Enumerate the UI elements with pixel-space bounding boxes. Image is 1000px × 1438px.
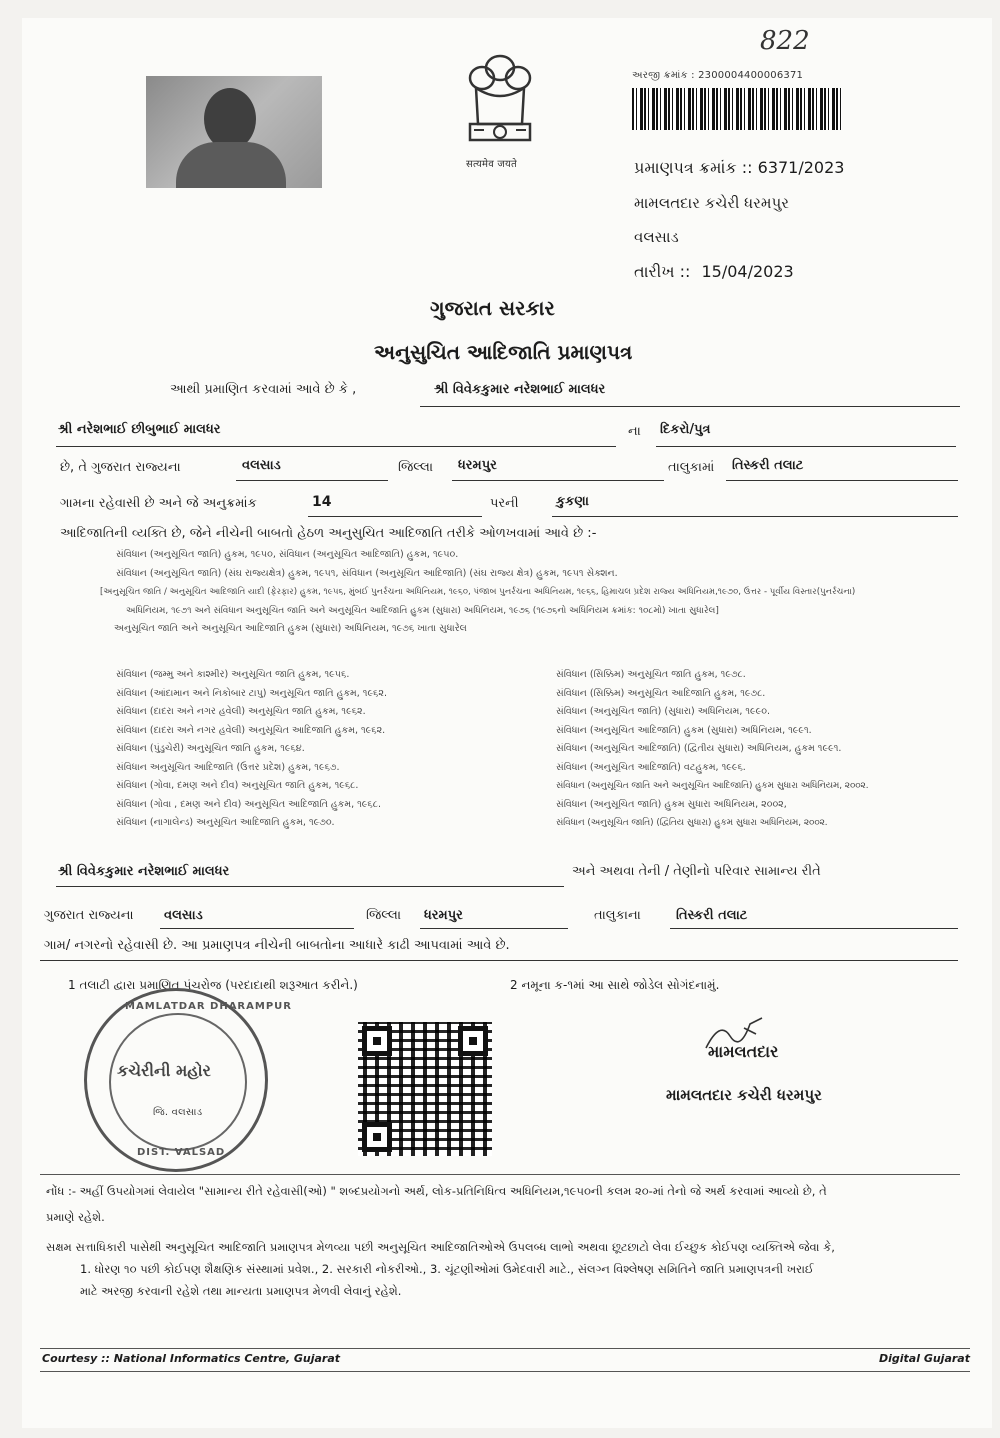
order-line: સંવિધાન (અનુસૂચિત જાતિ) (દ્વિતિય સુધારા) હુકમ સુધારા અધિનિયમ, ૨૦૦૨. [556, 818, 828, 828]
order-line: સંવિધાન (દાદરા અને નગર હવેલી) અનુસૂચિત આદિજાતિ હુકમ, ૧૯૬૨. [116, 724, 386, 736]
father-name: શ્રી નરેશભાઈ છીબુભાઈ માલધર [58, 422, 221, 437]
order-line: સંવિધાન (અનુસૂચિત આદિજાતિ) (દ્વિતીય સુધારા) અધિનિયમ, હુકમ ૧૯૯૧. [556, 743, 842, 754]
date-label: તારીખ :: [634, 262, 691, 281]
order-line: સંવિધાન (ગોવા , દમણ અને દીવ) અનુસૂચિત આદિજાતિ હુકમ, ૧૯૬૮. [116, 798, 381, 810]
divider [40, 1174, 960, 1175]
taluka2-label: તાલુકાના [594, 908, 641, 923]
resident-name-field [56, 858, 564, 887]
row7-text: ગામ/ નગરનો રહેવાસી છે. આ પ્રમાણપત્ર નીચેની બાબતોના આધારે કાઢી આપવામાં આવે છે. [44, 938, 510, 953]
qr-finder-top-right [458, 1026, 488, 1056]
applicant-name-field [420, 378, 960, 407]
order-line: સંવિધાન (અનુસૂચિત જાતિ) હુકમ, ૧૯૫૦, સંવિધાન (અનુસૂચિત આદિજાતિ) હુકમ, ૧૯૫૦. [116, 549, 459, 560]
order-line: સંવિધાન (અનુસૂચિત જાતિ) (સુધારા) અધિનિયમ, ૧૯૯૦. [556, 706, 771, 717]
relation-field [656, 416, 956, 447]
serial-field [308, 490, 482, 517]
order-line: સંવિધાન (અનુસૂચિત જાતિ) હુકમ સુધારા અધિનિયમ, ૨૦૦૨, [556, 798, 787, 810]
issue-date: 15/04/2023 [701, 262, 794, 281]
applicant-name: શ્રી વિવેકકુમાર નરેશભાઈ માલધર [434, 382, 606, 397]
order-line: સંવિધાન (જમ્મુ અને કાશ્મીર) અનુસૂચિત જાતિ હુકમ, ૧૯૫૬. [116, 669, 350, 680]
issuing-district: વલસાડ [634, 228, 679, 246]
order-line: સંવિધાન (અનુસૂચિત જાતિ) (સંઘ રાજ્યક્ષેત્ર) હુકમ, ૧૯૫૧, સંવિધાન (અનુસૂચિત આદિજાતિ) (સંઘ રાજ્ય ક્ષેત્ર) હુકમ, ૧૯૫૧ સેક્શન. [116, 567, 618, 579]
applicant-photo [146, 76, 322, 188]
seal-inner-ring [109, 1013, 247, 1151]
qr-finder-bottom-left [362, 1122, 392, 1152]
seal-center-text: કચેરીની મહોર [117, 1061, 211, 1080]
taluka: ધરમપુર [458, 458, 497, 473]
order-line: અનુસૂચિત જાતિ અને અનુસૂચિત આદિજાતિ હુકમ (સુધારા) અધિનિયમ, ૧૯૭૬ ખાતા સુધારેલ [114, 623, 467, 634]
jilla2-label: જિલ્લા [366, 908, 402, 923]
order-line: સંવિધાન (ગોવા, દમણ અને દીવ) અનુસૂચિત જાતિ હુકમ, ૧૯૬૮. [116, 780, 359, 791]
jilla-label: જિલ્લા [398, 460, 434, 475]
order-line: સંવિધાન (દાદરા અને નગર હવેલી) અનુસૂચિત જાતિ હુકમ, ૧૯૬૨. [116, 706, 366, 717]
orders-right-list [556, 666, 966, 833]
footer-credit: Courtesy :: National Informatics Centre, Gujarat [42, 1352, 341, 1365]
photo-head [204, 88, 256, 150]
district2: વલસાડ [164, 908, 203, 923]
intro-prefix: આથી પ્રમાણિત કરવામાં આવે છે કે , [170, 382, 357, 397]
row7-field [40, 932, 958, 961]
qr-finder-top-left [362, 1026, 392, 1056]
para-line-1: સક્ષમ સત્તાધિકારી પાસેથી અનુસૂચિત આદિજાતિ પ્રમાણપત્ર મેળવ્યા પછી અનુસૂચિત આદિજાતિઓએ ઉપલબ્ધ લાભો અથવા છૂટછાટો લેવા ઈચ્છુક કોઈપણ વ્યક્તિએ જેવા કે, [46, 1240, 835, 1254]
order-line: સંવિધાન (અનુસૂચિત આદિજાતિ) વટહુકમ, ૧૯૯૬. [556, 761, 746, 773]
taluka2: ધરમપુર [424, 908, 463, 923]
qr-code [358, 1022, 492, 1156]
footer-brand: Digital Gujarat [879, 1352, 970, 1365]
row6-label: ગુજરાત રાજ્યના [44, 908, 134, 923]
order-line: સંવિધાન અનુસૂચિત આદિજાતિ (ઉત્તર પ્રદેશ) હુકમ, ૧૯૬૭. [116, 761, 340, 773]
certificate-number: :: 6371/2023 [741, 158, 845, 177]
row2-label: છે, તે ગુજરાત રાજ્યના [60, 460, 181, 475]
office-seal [84, 988, 292, 1172]
note-line-1: નોંધ :- અહીં ઉપયોગમાં લેવાયેલ "સામાન્ય રીતે રહેવાસી(ઓ) " શબ્દપ્રયોગનો અર્થ, લોક-પ્રતિનિધિત્વ અધિનિયમ,૧૯૫૦ની કલમ ૨૦-માં તેનો જે અર્થ કરવામાં આવ્યો છે, તે [46, 1184, 827, 1198]
resident-name: શ્રી વિવેકકુમાર નરેશભાઈ માલધર [58, 864, 230, 879]
order-line: સંવિધાન (સિક્કિમ) અનુસૂચિત જાતિ હુકમ, ૧૯૭૮. [556, 669, 746, 680]
village2-field [670, 902, 958, 929]
barcode [632, 88, 842, 130]
order-line: સંવિધાન (આંદામાન અને નિકોબાર ટાપુ) અનુસૂચિત જાતિ હુકમ, ૧૯૬૨. [116, 687, 387, 699]
date-row [634, 262, 794, 282]
seal-ring-bottom: DIST. VALSAD [137, 1147, 226, 1158]
basis-item-2: 2 નમૂના ક-૧માં આ સાથે જોડેલ સોગંદનામું. [510, 978, 720, 992]
row5-suffix: અને અથવા તેની / તેણીનો પરિવાર સામાન્ય રીતે [572, 864, 821, 879]
handwritten-number: 822 [760, 26, 810, 56]
na-label: ના [628, 424, 641, 439]
emblem-motto: सत्यमेव जयते [466, 159, 517, 170]
order-line: [અનુસૂચિત જાતિ / અનુસૂચિત આદિજાતિ યાદી (ફેરફાર) હુકમ, ૧૯૫૬, મુંબઈ પુનર્રચના અધિનિયમ, ૧૯૬૦, પંજાબ પુનર્રચના અધિનિયમ, ૧૯૬૬, હિમાચલ પ્રદેશ રાજ્ય અધિનિયમ,૧૯૭૦, ઉત્તર - પૂર્વીય વિસ્તાર(પુનર્રચના) [100, 587, 856, 597]
order-line: સંવિધાન (નાગાલેન્ડ) અનુસૂચિત આદિજાતિ હુકમ, ૧૯૭૦. [116, 817, 335, 828]
order-line: અધિનિયમ, ૧૯૭૧ અને સંવિધાન અનુસૂચિત જાતિ અને અનુસૂચિત આદિજાતિ હુકમ (સુધારા) અધિનિયમ, ૧૯૭૬ (૧૯૭૬નો અધિનિયમ ક્રમાંક: ૧૦૮મો) ખાતા સુધારેલ] [126, 605, 719, 616]
order-line: સંવિધાન (અનુસૂચિત જાતિ અને અનુસૂચિત આદિજાતિ) હુકમ સુધારા અધિનિયમ, ૨૦૦૨. [556, 781, 869, 791]
order-line: સંવિધાન (સિક્કિમ) અનુસૂચિત આદિજાતિ હુકમ, ૧૯૭૮. [556, 687, 766, 699]
document-subtitle: અનુસુચિત આદિજાતિ પ્રમાણપત્ર [374, 340, 633, 364]
basis-item-1: 1 તલાટી દ્વારા પ્રમાણિત પંચરોજ (પરદાદાથી શરૂઆત કરીને.) [68, 978, 358, 992]
serial-number: 14 [312, 494, 332, 510]
order-line: સંવિધાન (અનુસૂચિત આદિજાતિ) હુકમ (સુધારા) અધિનિયમ, ૧૯૯૧. [556, 724, 812, 736]
seal-ring-text: MAMLATDAR DHARAMPUR [125, 1001, 292, 1012]
village2: તિસ્કરી તલાટ [676, 908, 748, 923]
certificate-number-label: પ્રમાણપત્ર ક્રમાંક [634, 158, 737, 177]
signatory-office: મામલતદાર કચેરી ધરમપુર [666, 1086, 822, 1104]
signatory-designation: મામલતદાર [708, 1042, 779, 1061]
parni-label: પરની [490, 496, 519, 511]
note-line-2: પ્રમાણે રહેશે. [46, 1210, 105, 1224]
taluka2-field [420, 902, 568, 929]
para-line-3: માટે અરજી કરવાની રહેશે તથા માન્યતા પ્રમાણપત્ર મેળવી લેવાનું રહેશે. [80, 1284, 402, 1298]
relation: દિકરો/પુત્ર [660, 422, 711, 437]
photo-body [176, 142, 286, 188]
district-field [236, 452, 388, 481]
document-title: ગુજરાત સરકાર [430, 296, 555, 320]
taluka-label: તાલુકામાં [668, 460, 715, 475]
taluka-field [452, 452, 664, 481]
certificate-number-row [634, 158, 844, 178]
tribe-field [552, 490, 958, 517]
row3-label: ગામના રહેવાસી છે અને જે અનુક્રમાંક [60, 496, 257, 511]
para-line-2: 1. ધોરણ ૧૦ પછી કોઈપણ શૈક્ષણિક સંસ્થામાં પ્રવેશ., 2. સરકારી નોકરીઓ., 3. ચૂંટણીઓમાં ઉમેદવારી માટે., સંલગ્ન વિશ્લેષણ સમિતિને જાતિ પ્રમાણપત્રની ખરાઈ [80, 1262, 814, 1276]
footer-bar [40, 1348, 970, 1372]
issuing-office: મામલતદાર કચેરી ધરમપુર [634, 194, 789, 212]
tribe-name: કુકણા [556, 494, 589, 509]
identification-line: આદિજાતિની વ્યક્તિ છે, જેને નીચેની બાબતો હેઠળ અનુસુચિત આદિજાતિ તરીકે ઓળખવામાં આવે છે :- [60, 526, 597, 541]
orders-left-list [116, 666, 536, 833]
district: વલસાડ [242, 458, 281, 473]
village: તિસ્કરી તલાટ [732, 458, 804, 473]
village-field [726, 452, 958, 481]
district2-field [160, 902, 354, 929]
orders-top-list [100, 546, 960, 639]
father-name-field [56, 416, 616, 447]
order-line: સંવિધાન (પુંડુચેરી) અનુસૂચિત જાતિ હુકમ, ૧૯૬૪. [116, 743, 305, 754]
application-number: અરજી ક્રમાંક : 2300004400006371 [632, 70, 804, 81]
seal-sub-text: જિ. વલસાડ [153, 1107, 203, 1118]
national-emblem-icon [454, 48, 546, 160]
